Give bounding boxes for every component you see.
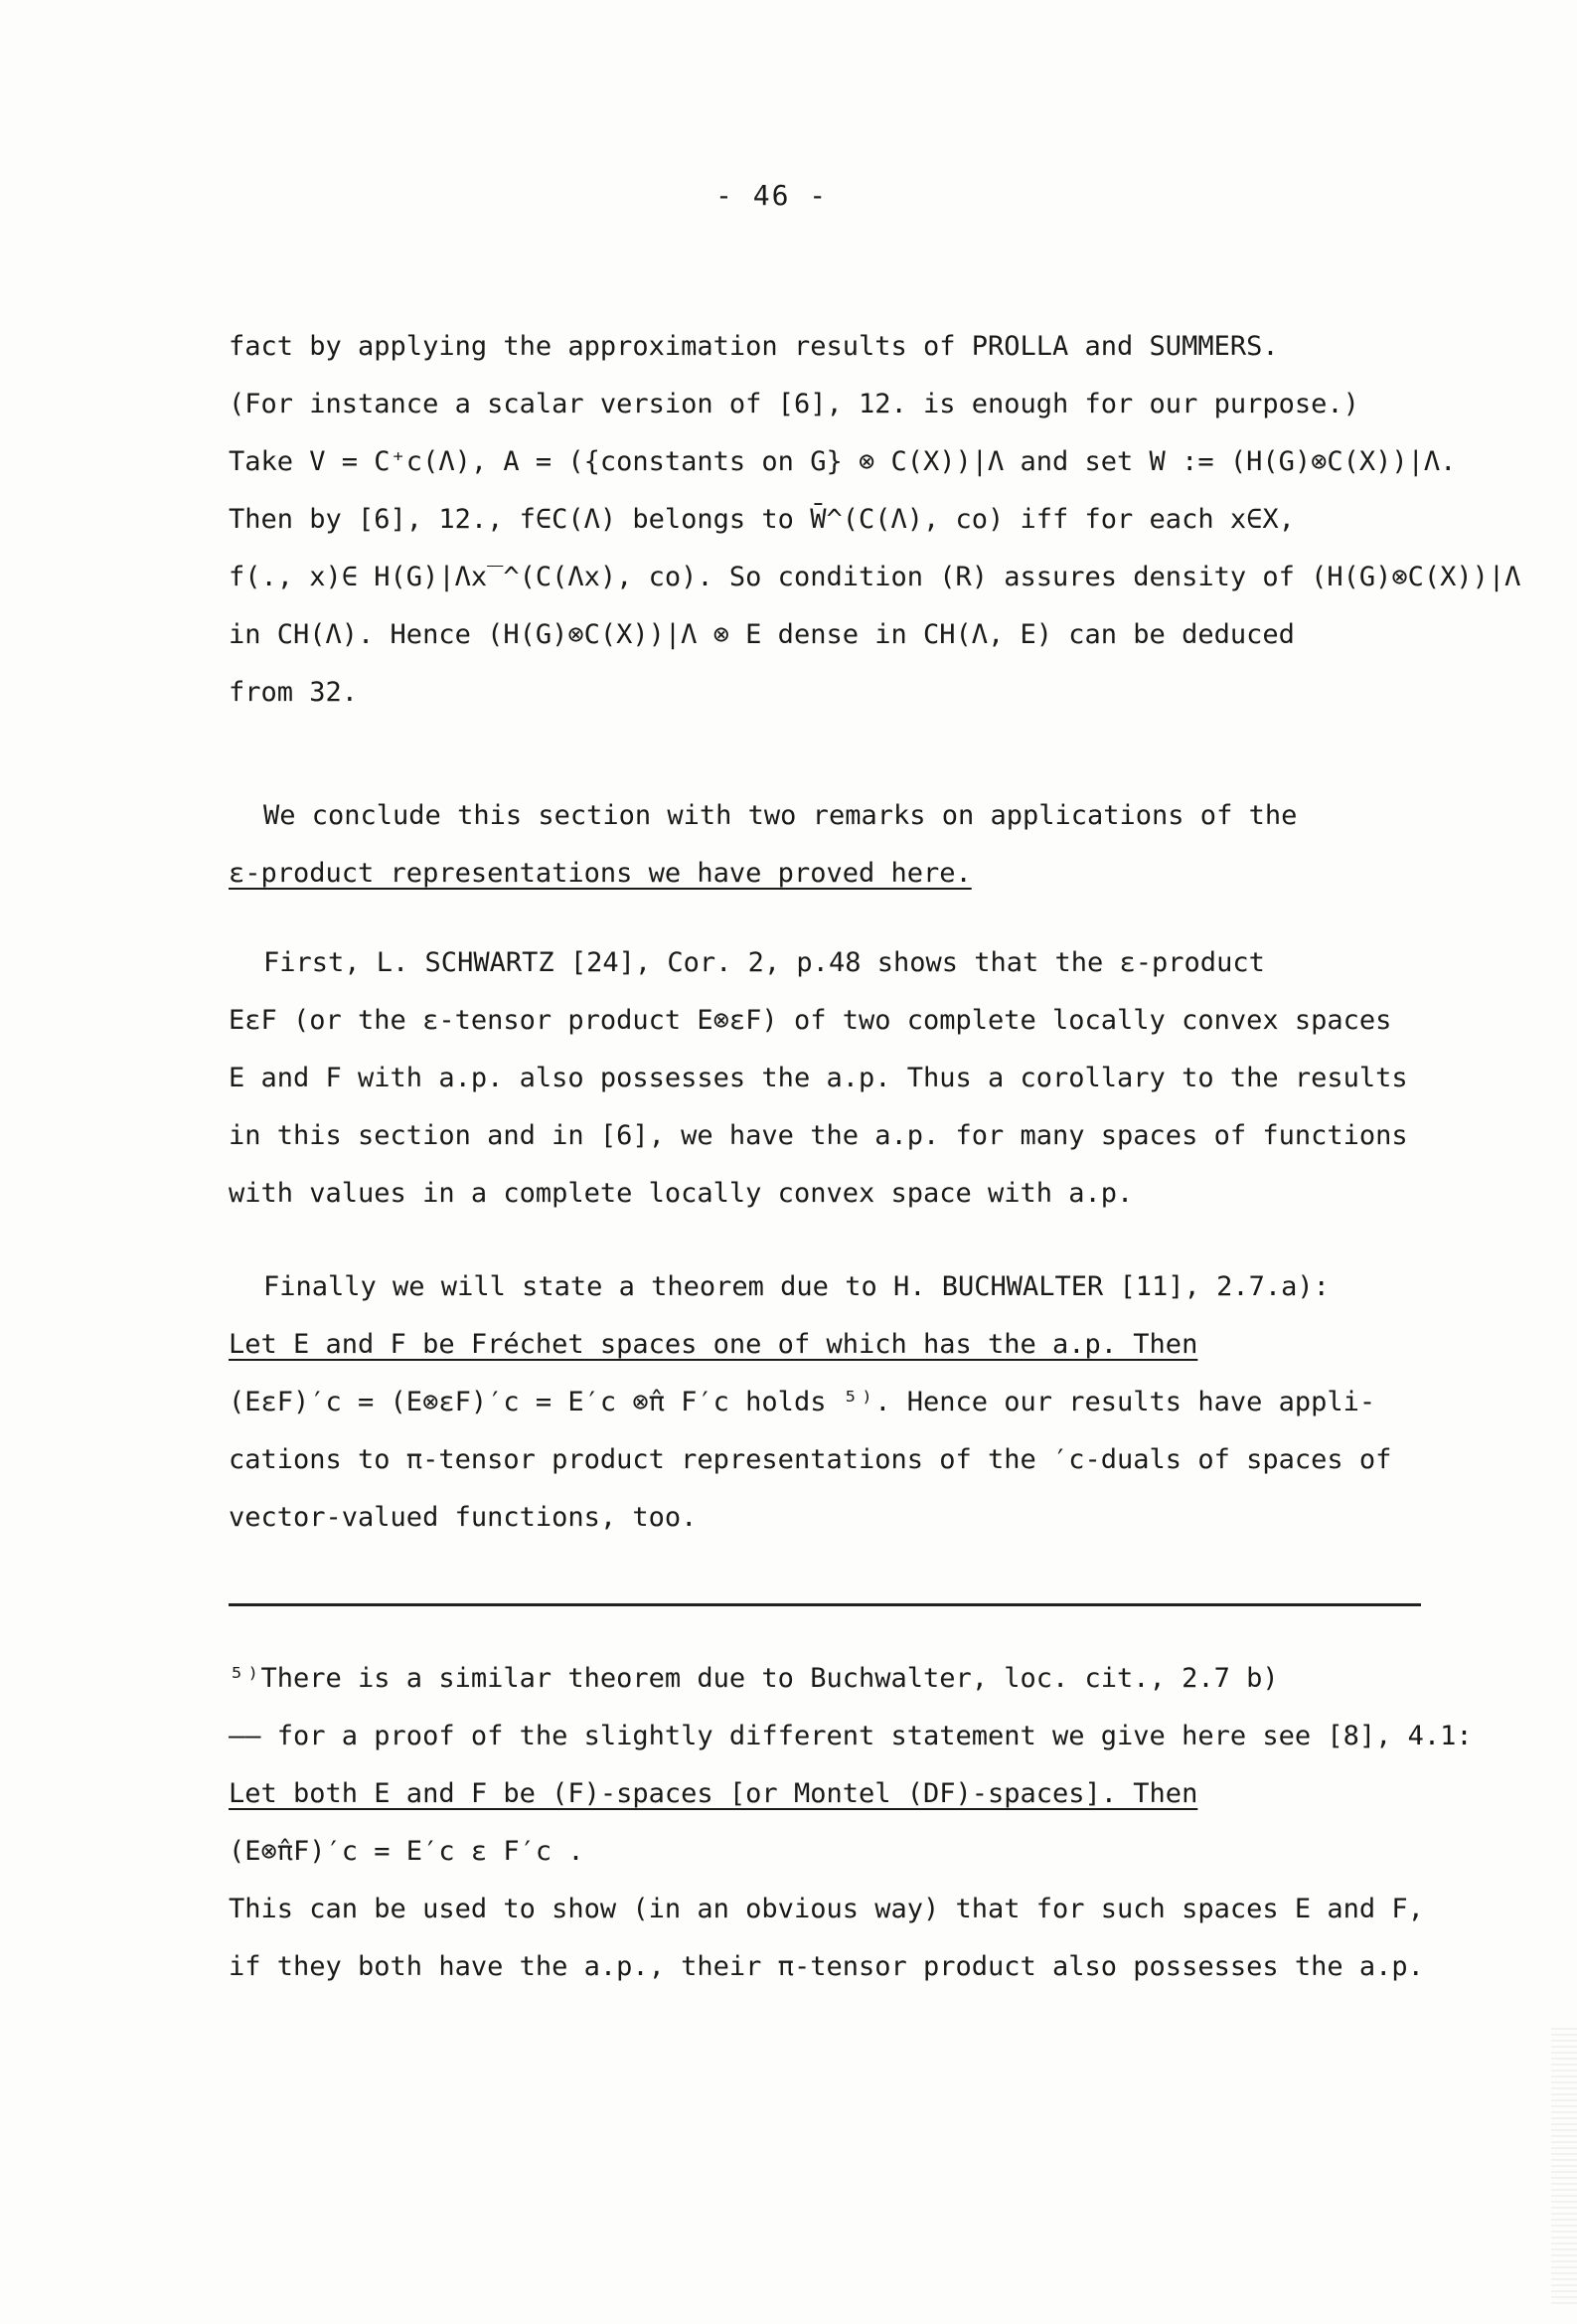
text-line: f(., x)∈ H(G)|Λx‾^(C(Λx), co). So condition (R) assures density of (H(G)⊗C(X))|Λ (229, 562, 1521, 592)
scan-noise (1551, 2028, 1577, 2306)
text-line: with values in a complete locally convex space with a.p. (229, 1178, 1134, 1209)
text-line: We conclude this section with two remarks on applications of the (263, 800, 1298, 831)
text-line: cations to π-tensor product representations of the ′c-duals of spaces of (229, 1444, 1392, 1475)
text-line: EεF (or the ε-tensor product E⊗εF) of two complete locally convex spaces (229, 1005, 1392, 1036)
text-line: in this section and in [6], we have the a.p. for many spaces of functions (229, 1120, 1408, 1151)
text-line: —— for a proof of the slightly different statement we give here see [8], 4.1: (229, 1721, 1473, 1751)
text-line: (For instance a scalar version of [6], 12. is enough for our purpose.) (229, 389, 1359, 419)
text-line: if they both have the a.p., their π-tensor product also possesses the a.p. (229, 1951, 1424, 1982)
text-line: in CH(Λ). Hence (H(G)⊗C(X))|Λ ⊗ E dense in CH(Λ, E) can be deduced (229, 619, 1295, 650)
text-line: E and F with a.p. also possesses the a.p. Thus a corollary to the results (229, 1063, 1408, 1093)
text-line: Let E and F be Fréchet spaces one of which has the a.p. Then (229, 1329, 1198, 1360)
text-line: ⁵⁾There is a similar theorem due to Buchwalter, loc. cit., 2.7 b) (229, 1663, 1279, 1694)
text-line: Finally we will state a theorem due to H. BUCHWALTER [11], 2.7.a): (263, 1271, 1330, 1302)
text-line: (EεF)′c = (E⊗εF)′c = E′c ⊗̂π F′c holds ⁵⁾. Hence our results have appli- (229, 1387, 1376, 1417)
paragraph-conclusion (229, 787, 1500, 903)
page-number: - 46 - (715, 179, 829, 212)
text-line: Then by [6], 12., f∈C(Λ) belongs to W̄^(C(Λ), co) iff for each x∈X, (229, 504, 1295, 535)
paragraph-schwartz (229, 934, 1500, 1223)
paragraph-prolla-summers (229, 318, 1521, 722)
text-line: vector-valued functions, too. (229, 1502, 698, 1533)
text-line: This can be used to show (in an obvious way) that for such spaces E and F, (229, 1894, 1424, 1924)
footnote-5 (229, 1650, 1500, 1996)
footnote-divider (229, 1603, 1421, 1606)
text-line: Let both E and F be (F)-spaces [or Montel (DF)-spaces]. Then (229, 1778, 1198, 1809)
text-line: fact by applying the approximation results of PROLLA and SUMMERS. (229, 331, 1279, 362)
text-line: (E⊗̂πF)′c = E′c ε F′c . (229, 1836, 584, 1867)
text-line: Take V = C⁺c(Λ), A = ({constants on G} ⊗ C(X))|Λ and set W := (H(G)⊗C(X))|Λ. (229, 446, 1457, 477)
text-line: from 32. (229, 677, 359, 708)
paragraph-buchwalter (229, 1258, 1500, 1547)
text-line: ε-product representations we have proved here. (229, 858, 972, 889)
text-line: First, L. SCHWARTZ [24], Cor. 2, p.48 shows that the ε-product (263, 947, 1265, 978)
